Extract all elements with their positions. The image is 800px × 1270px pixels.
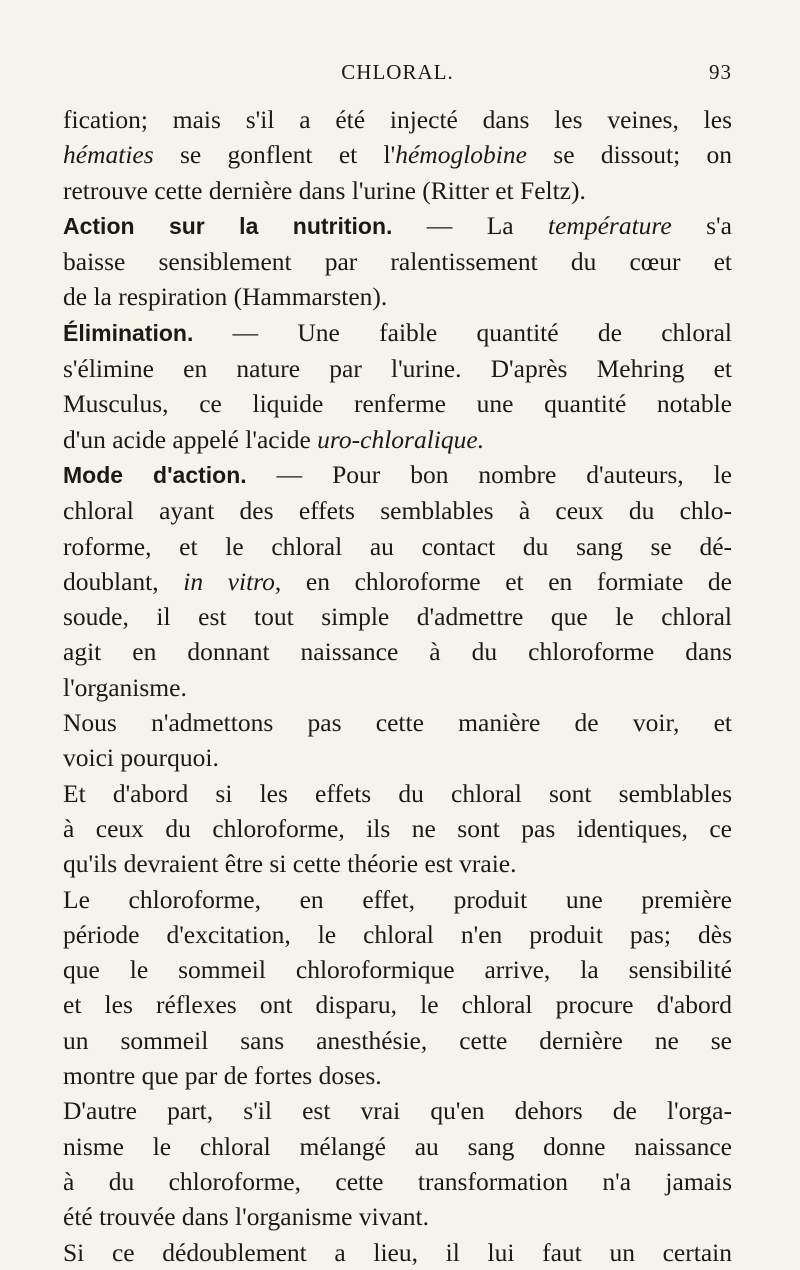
text-run: l'organisme. bbox=[63, 672, 187, 702]
text-run: montre que par de fortes doses. bbox=[63, 1061, 382, 1091]
text-line bbox=[63, 102, 732, 137]
text-line bbox=[63, 634, 732, 669]
text-run: se gonflent et l' bbox=[153, 140, 396, 170]
text-run: soude, il est tout simple d'admettre que le chloral bbox=[63, 602, 732, 632]
text-line bbox=[63, 208, 732, 244]
text-run: et les réflexes ont disparu, le chloral procure d'abord bbox=[63, 990, 732, 1020]
text-line bbox=[63, 493, 732, 528]
text-run: doublant, bbox=[63, 566, 184, 596]
text-line bbox=[63, 386, 732, 421]
text-run: été trouvée dans l'organisme vivant. bbox=[63, 1202, 429, 1232]
section-heading: Élimination. bbox=[63, 319, 194, 346]
text-line bbox=[63, 987, 732, 1022]
text-line bbox=[63, 705, 732, 740]
text-line bbox=[63, 1023, 732, 1058]
italic-term: in vitro bbox=[183, 566, 275, 596]
running-title: CHLORAL. bbox=[341, 60, 454, 84]
text-run: nisme le chloral mélangé au sang donne naissance bbox=[63, 1131, 732, 1161]
text-run: , en chloroforme et en formiate de bbox=[274, 566, 732, 596]
text-line bbox=[63, 315, 732, 351]
text-run: roforme, et le chloral au contact du sang se dé- bbox=[63, 531, 732, 561]
text-run: Et d'abord si les effets du chloral sont semblables bbox=[63, 778, 732, 808]
running-head bbox=[63, 60, 732, 90]
text-line bbox=[63, 1093, 732, 1128]
text-run: voici pourquoi. bbox=[63, 743, 219, 773]
italic-term: température bbox=[548, 210, 672, 240]
text-line bbox=[63, 564, 732, 599]
text-run: — Pour bon nombre d'auteurs, le bbox=[246, 459, 732, 489]
italic-term: hémoglobine bbox=[395, 140, 527, 170]
text-line bbox=[63, 670, 732, 705]
text-run: s'élimine en nature par l'urine. D'après Mehring et bbox=[63, 354, 732, 384]
text-line bbox=[63, 1235, 732, 1270]
text-line bbox=[63, 776, 732, 811]
text-line bbox=[63, 529, 732, 564]
text-line bbox=[63, 882, 732, 917]
text-run: un sommeil sans anesthésie, cette dernière ne se bbox=[63, 1025, 732, 1055]
text-line bbox=[63, 137, 732, 172]
text-run: Si ce dédoublement a lieu, il lui faut un certain bbox=[63, 1237, 732, 1267]
text-run: qu'ils devraient être si cette théorie est vraie. bbox=[63, 849, 517, 879]
text-line bbox=[63, 1199, 732, 1234]
text-run: s'a bbox=[671, 210, 732, 240]
text-run: chloral ayant des effets semblables à ceux du chlo- bbox=[63, 496, 732, 526]
page-number: 93 bbox=[709, 60, 732, 84]
italic-term: uro-chloralique. bbox=[317, 424, 485, 454]
section-heading: Mode d'action. bbox=[63, 461, 247, 488]
text-run: Nous n'admettons pas cette manière de voir, et bbox=[63, 708, 732, 738]
text-run: d'un acide appelé l'acide bbox=[63, 424, 318, 454]
text-run: à ceux du chloroforme, ils ne sont pas identiques, ce bbox=[63, 813, 732, 843]
text-line bbox=[63, 1164, 732, 1199]
text-line bbox=[63, 457, 732, 493]
text-line bbox=[63, 279, 732, 314]
text-line bbox=[63, 351, 732, 386]
body-text bbox=[63, 102, 732, 1270]
text-line bbox=[63, 811, 732, 846]
text-line bbox=[63, 599, 732, 634]
italic-term: hématies bbox=[63, 140, 154, 170]
text-run: — La bbox=[392, 210, 549, 240]
text-line bbox=[63, 846, 732, 881]
text-run: de la respiration (Hammarsten). bbox=[63, 282, 388, 312]
text-line bbox=[63, 1058, 732, 1093]
text-run: D'autre part, s'il est vrai qu'en dehors de l'orga- bbox=[63, 1096, 732, 1126]
section-heading: Action sur la nutrition. bbox=[63, 212, 393, 239]
text-line bbox=[63, 740, 732, 775]
text-run: fication; mais s'il a été injecté dans les veines, les bbox=[63, 105, 732, 134]
text-run: se dissout; on bbox=[526, 140, 732, 170]
text-run: — Une faible quantité de chloral bbox=[193, 317, 732, 347]
text-line bbox=[63, 244, 732, 279]
text-line bbox=[63, 1129, 732, 1164]
text-run: retrouve cette dernière dans l'urine (Ritter et Feltz). bbox=[63, 175, 586, 205]
text-run: baisse sensiblement par ralentissement du cœur et bbox=[63, 247, 732, 277]
text-run: Musculus, ce liquide renferme une quantité notable bbox=[63, 389, 732, 419]
text-run: Le chloroforme, en effet, produit une première bbox=[63, 884, 732, 914]
text-line bbox=[63, 422, 732, 457]
text-run: à du chloroforme, cette transformation n'a jamais bbox=[63, 1166, 732, 1196]
text-run: agit en donnant naissance à du chloroforme dans bbox=[63, 637, 732, 667]
text-line bbox=[63, 917, 732, 952]
text-line bbox=[63, 952, 732, 987]
text-line bbox=[63, 173, 732, 208]
text-run: que le sommeil chloroformique arrive, la sensibilité bbox=[63, 955, 732, 985]
text-run: période d'excitation, le chloral n'en produit pas; dès bbox=[63, 919, 732, 949]
